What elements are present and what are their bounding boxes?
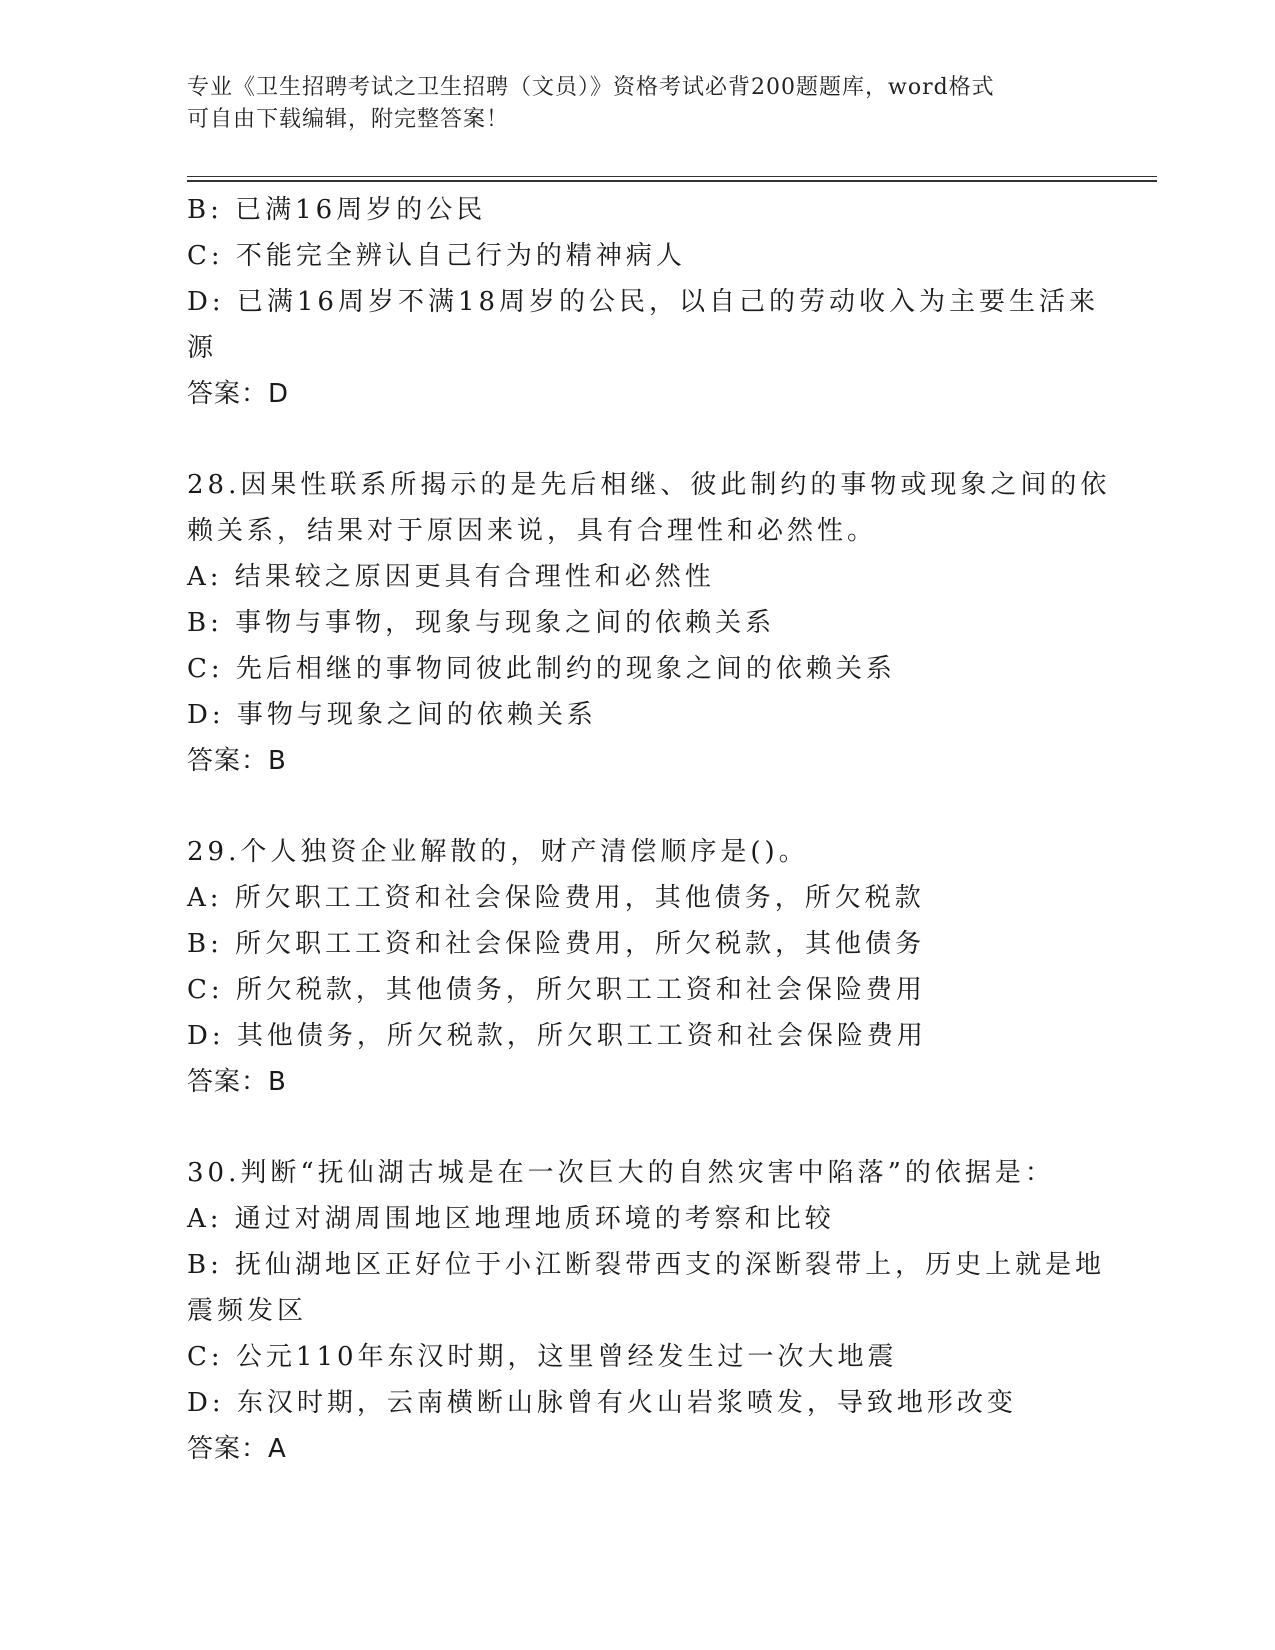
option-b: B: 事物与事物，现象与现象之间的依赖关系 xyxy=(187,608,776,638)
option-d: D: 事物与现象之间的依赖关系 xyxy=(187,700,597,730)
spacer xyxy=(187,784,1087,829)
question-30 xyxy=(187,1150,1106,1472)
question-list xyxy=(187,187,1111,1472)
option-c: C: 不能完全辨认自己行为的精神病人 xyxy=(187,241,686,271)
option-a: A: 所欠职工工资和社会保险费用，其他债务，所欠税款 xyxy=(187,883,925,913)
question-stem: 30.判断“抚仙湖古城是在一次巨大的自然灾害中陷落”的依据是： xyxy=(187,1158,1055,1188)
option-b: B: 已满16周岁的公民 xyxy=(187,195,487,225)
option-d: D: 已满16周岁不满18周岁的公民，以自己的劳动收入为主要生活来 xyxy=(187,287,1100,317)
option-a: A: 结果较之原因更具有合理性和必然性 xyxy=(187,562,715,592)
document-header xyxy=(187,72,1067,136)
answer-line: 答案：B xyxy=(187,1067,287,1097)
question-stem: 29.个人独资企业解散的，财产清偿顺序是()。 xyxy=(187,837,809,867)
option-d: D: 东汉时期，云南横断山脉曾有火山岩浆喷发，导致地形改变 xyxy=(187,1388,1017,1418)
answer-line: 答案：A xyxy=(187,1434,287,1464)
header-divider-thin xyxy=(187,176,1157,177)
header-divider-thick xyxy=(187,180,1157,182)
option-a: A: 通过对湖周围地区地理地质环境的考察和比较 xyxy=(187,1204,835,1234)
header-title-line-2: 可自由下载编辑，附完整答案！ xyxy=(187,107,510,132)
answer-line: 答案：D xyxy=(187,379,290,409)
option-c: C: 所欠税款，其他债务，所欠职工工资和社会保险费用 xyxy=(187,975,926,1005)
spacer xyxy=(187,1105,1087,1150)
answer-line: 答案：B xyxy=(187,746,287,776)
option-b: B: 抚仙湖地区正好位于小江断裂带西支的深断裂带上，历史上就是地 xyxy=(187,1250,1106,1280)
option-b: B: 所欠职工工资和社会保险费用，所欠税款，其他债务 xyxy=(187,929,926,959)
spacer xyxy=(187,417,1087,462)
option-c: C: 先后相继的事物同彼此制约的现象之间的依赖关系 xyxy=(187,654,896,684)
option-b-continued: 震频发区 xyxy=(187,1296,308,1326)
option-c: C: 公元110年东汉时期，这里曾经发生过一次大地震 xyxy=(187,1342,898,1372)
question-stem-continued: 赖关系，结果对于原因来说，具有合理性和必然性。 xyxy=(187,516,878,546)
option-d-continued: 源 xyxy=(187,333,218,363)
header-title-line-1: 专业《卫生招聘考试之卫生招聘（文员）》资格考试必背200题题库，word格式 xyxy=(187,75,995,100)
option-d: D: 其他债务，所欠税款，所欠职工工资和社会保险费用 xyxy=(187,1021,927,1051)
question-29 xyxy=(187,829,1087,1105)
question-28 xyxy=(187,462,1111,784)
question-27-continuation xyxy=(187,187,1100,417)
question-stem: 28.因果性联系所揭示的是先后相继、彼此制约的事物或现象之间的依 xyxy=(187,470,1111,500)
